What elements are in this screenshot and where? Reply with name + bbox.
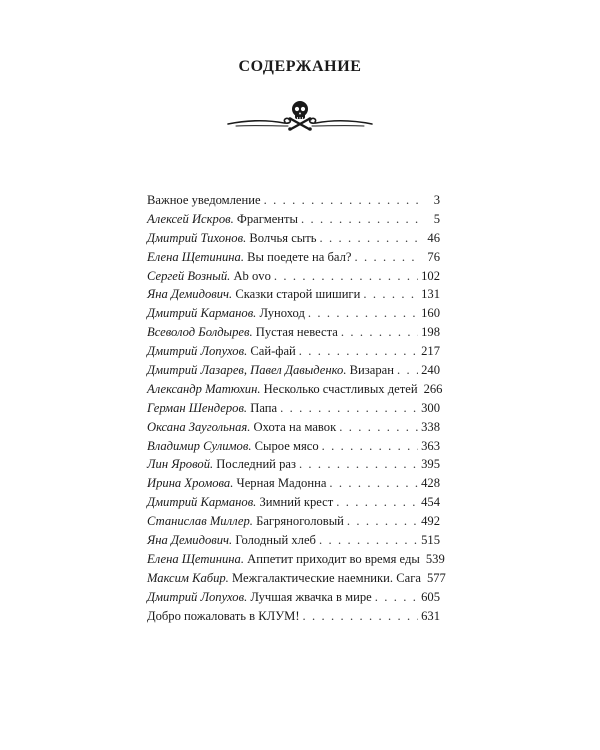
dot-leader xyxy=(280,399,418,418)
toc-author: Дмитрий Карманов. xyxy=(147,495,257,510)
toc-page-number: 454 xyxy=(421,495,440,510)
toc-title: Сказки старой шишиги xyxy=(235,287,361,302)
toc-author: Елена Щетинина. xyxy=(147,249,244,264)
toc-title: Межгалактические наемники. Сага xyxy=(232,570,421,585)
toc-title: Голодный хлеб xyxy=(235,533,316,548)
toc-entry xyxy=(147,342,440,361)
toc-entry xyxy=(147,248,440,267)
toc-title: Луноход xyxy=(259,306,305,321)
toc-author: Оксана Заугольная. xyxy=(147,419,251,434)
toc-author: Яна Демидович. xyxy=(147,287,233,302)
toc-page-number: 428 xyxy=(421,476,440,491)
toc-page-number: 539 xyxy=(425,551,445,566)
page-title: СОДЕРЖАНИЕ xyxy=(238,58,362,75)
dot-leader xyxy=(299,455,418,474)
toc-page-number: 131 xyxy=(421,287,440,302)
toc-author: Максим Кабир. xyxy=(147,570,229,585)
toc-title: Важное уведомление xyxy=(147,193,261,207)
toc-author: Яна Демидович. xyxy=(147,533,233,548)
dot-leader xyxy=(308,304,418,323)
toc-page-number: 160 xyxy=(421,306,440,321)
toc-page-number: 3 xyxy=(433,193,440,207)
dot-leader xyxy=(299,342,418,361)
dot-leader xyxy=(303,607,419,626)
toc-author: Дмитрий Лопухов. xyxy=(147,344,248,359)
toc-page-number: 577 xyxy=(426,570,446,585)
toc-title: Вы поедете на бал? xyxy=(247,249,352,264)
toc-title: Аппетит приходит во время еды xyxy=(247,551,420,566)
toc-entry xyxy=(147,493,440,512)
toc-title: Папа xyxy=(250,400,278,415)
toc-title: Ab ovo xyxy=(233,268,271,283)
toc-entry xyxy=(147,607,440,626)
dot-leader xyxy=(274,267,418,286)
dot-leader xyxy=(375,588,418,607)
toc-title: Сай-фай xyxy=(250,344,296,359)
dot-leader xyxy=(397,361,418,380)
toc-author: Елена Щетинина. xyxy=(147,551,244,566)
toc-page-number: 515 xyxy=(421,533,440,548)
toc-page-number: 492 xyxy=(421,514,440,529)
toc-page-number: 5 xyxy=(433,211,440,226)
toc-entry xyxy=(147,399,440,418)
toc-author: Герман Шендеров. xyxy=(147,400,248,415)
toc-title: Лучшая жвачка в мире xyxy=(250,589,372,604)
toc-page-number: 338 xyxy=(421,419,440,434)
skull-ornament-icon xyxy=(222,98,378,134)
toc-page-number: 395 xyxy=(421,457,440,472)
toc-entry xyxy=(147,474,440,493)
toc-title: Пустая невеста xyxy=(255,325,338,340)
toc-entry xyxy=(147,437,440,456)
toc-title: Сырое мясо xyxy=(254,438,319,453)
toc-title: Черная Мадонна xyxy=(236,476,327,491)
toc-title: Багряноголовый xyxy=(256,514,344,529)
toc-author: Лин Яровой. xyxy=(147,457,214,472)
toc-page-number: 217 xyxy=(421,344,440,359)
toc-title: Последний раз xyxy=(216,457,296,472)
toc-entry xyxy=(147,361,440,380)
dot-leader xyxy=(322,437,418,456)
toc-entry xyxy=(147,304,440,323)
toc-page-number: 631 xyxy=(421,608,440,623)
toc-author: Ирина Хромова. xyxy=(147,476,234,491)
toc-entry xyxy=(147,210,440,229)
toc-author: Дмитрий Лопухов. xyxy=(147,589,248,604)
toc-title: Визаран xyxy=(349,363,394,378)
toc-entry xyxy=(147,455,440,474)
toc-author: Александр Матюхин. xyxy=(147,381,261,396)
toc-entry xyxy=(147,588,440,607)
toc-page-number: 102 xyxy=(421,268,440,283)
dot-leader xyxy=(264,191,419,210)
dot-leader xyxy=(336,493,418,512)
toc-author: Сергей Возный. xyxy=(147,268,231,283)
toc-author: Дмитрий Лазарев, Павел Давыденко. xyxy=(147,363,347,378)
toc-entry xyxy=(147,569,446,588)
toc-page-number: 363 xyxy=(421,438,440,453)
dot-leader xyxy=(354,248,419,267)
toc-title: Несколько счастливых детей xyxy=(263,381,418,396)
toc-entry xyxy=(147,418,440,437)
toc-title: Охота на мавок xyxy=(253,419,337,434)
toc-title: Зимний крест xyxy=(259,495,334,510)
dot-leader xyxy=(301,210,419,229)
toc-author: Владимир Сулимов. xyxy=(147,438,252,453)
toc-entry xyxy=(147,531,440,550)
toc-page-number: 300 xyxy=(421,400,440,415)
toc-entry xyxy=(147,323,440,342)
toc-entry xyxy=(147,380,443,399)
toc-page-number: 240 xyxy=(421,363,440,378)
toc-page-number: 605 xyxy=(421,589,440,604)
dot-leader xyxy=(329,474,418,493)
toc-entry xyxy=(147,191,440,210)
toc-title: Фрагменты xyxy=(236,211,299,226)
toc-author: Алексей Искров. xyxy=(147,211,234,226)
toc-author: Дмитрий Карманов. xyxy=(147,306,257,321)
table-of-contents xyxy=(147,191,446,625)
dot-leader xyxy=(320,229,419,248)
dot-leader xyxy=(363,285,418,304)
toc-title: Добро пожаловать в КЛУМ! xyxy=(147,608,300,623)
toc-author: Станислав Миллер. xyxy=(147,514,253,529)
toc-author: Дмитрий Тихонов. xyxy=(147,230,247,245)
toc-entry xyxy=(147,267,440,286)
dot-leader xyxy=(347,512,418,531)
dot-leader xyxy=(339,418,418,437)
toc-page-number: 266 xyxy=(423,381,443,396)
toc-author: Всеволод Болдырев. xyxy=(147,325,253,340)
toc-page-number: 76 xyxy=(427,249,440,264)
toc-page-number: 46 xyxy=(427,230,440,245)
toc-page-number: 198 xyxy=(421,325,440,340)
toc-entry xyxy=(147,285,440,304)
dot-leader xyxy=(319,531,418,550)
dot-leader xyxy=(341,323,418,342)
toc-entry xyxy=(147,550,445,569)
toc-title: Волчья сыть xyxy=(249,230,317,245)
toc-entry xyxy=(147,229,440,248)
toc-entry xyxy=(147,512,440,531)
